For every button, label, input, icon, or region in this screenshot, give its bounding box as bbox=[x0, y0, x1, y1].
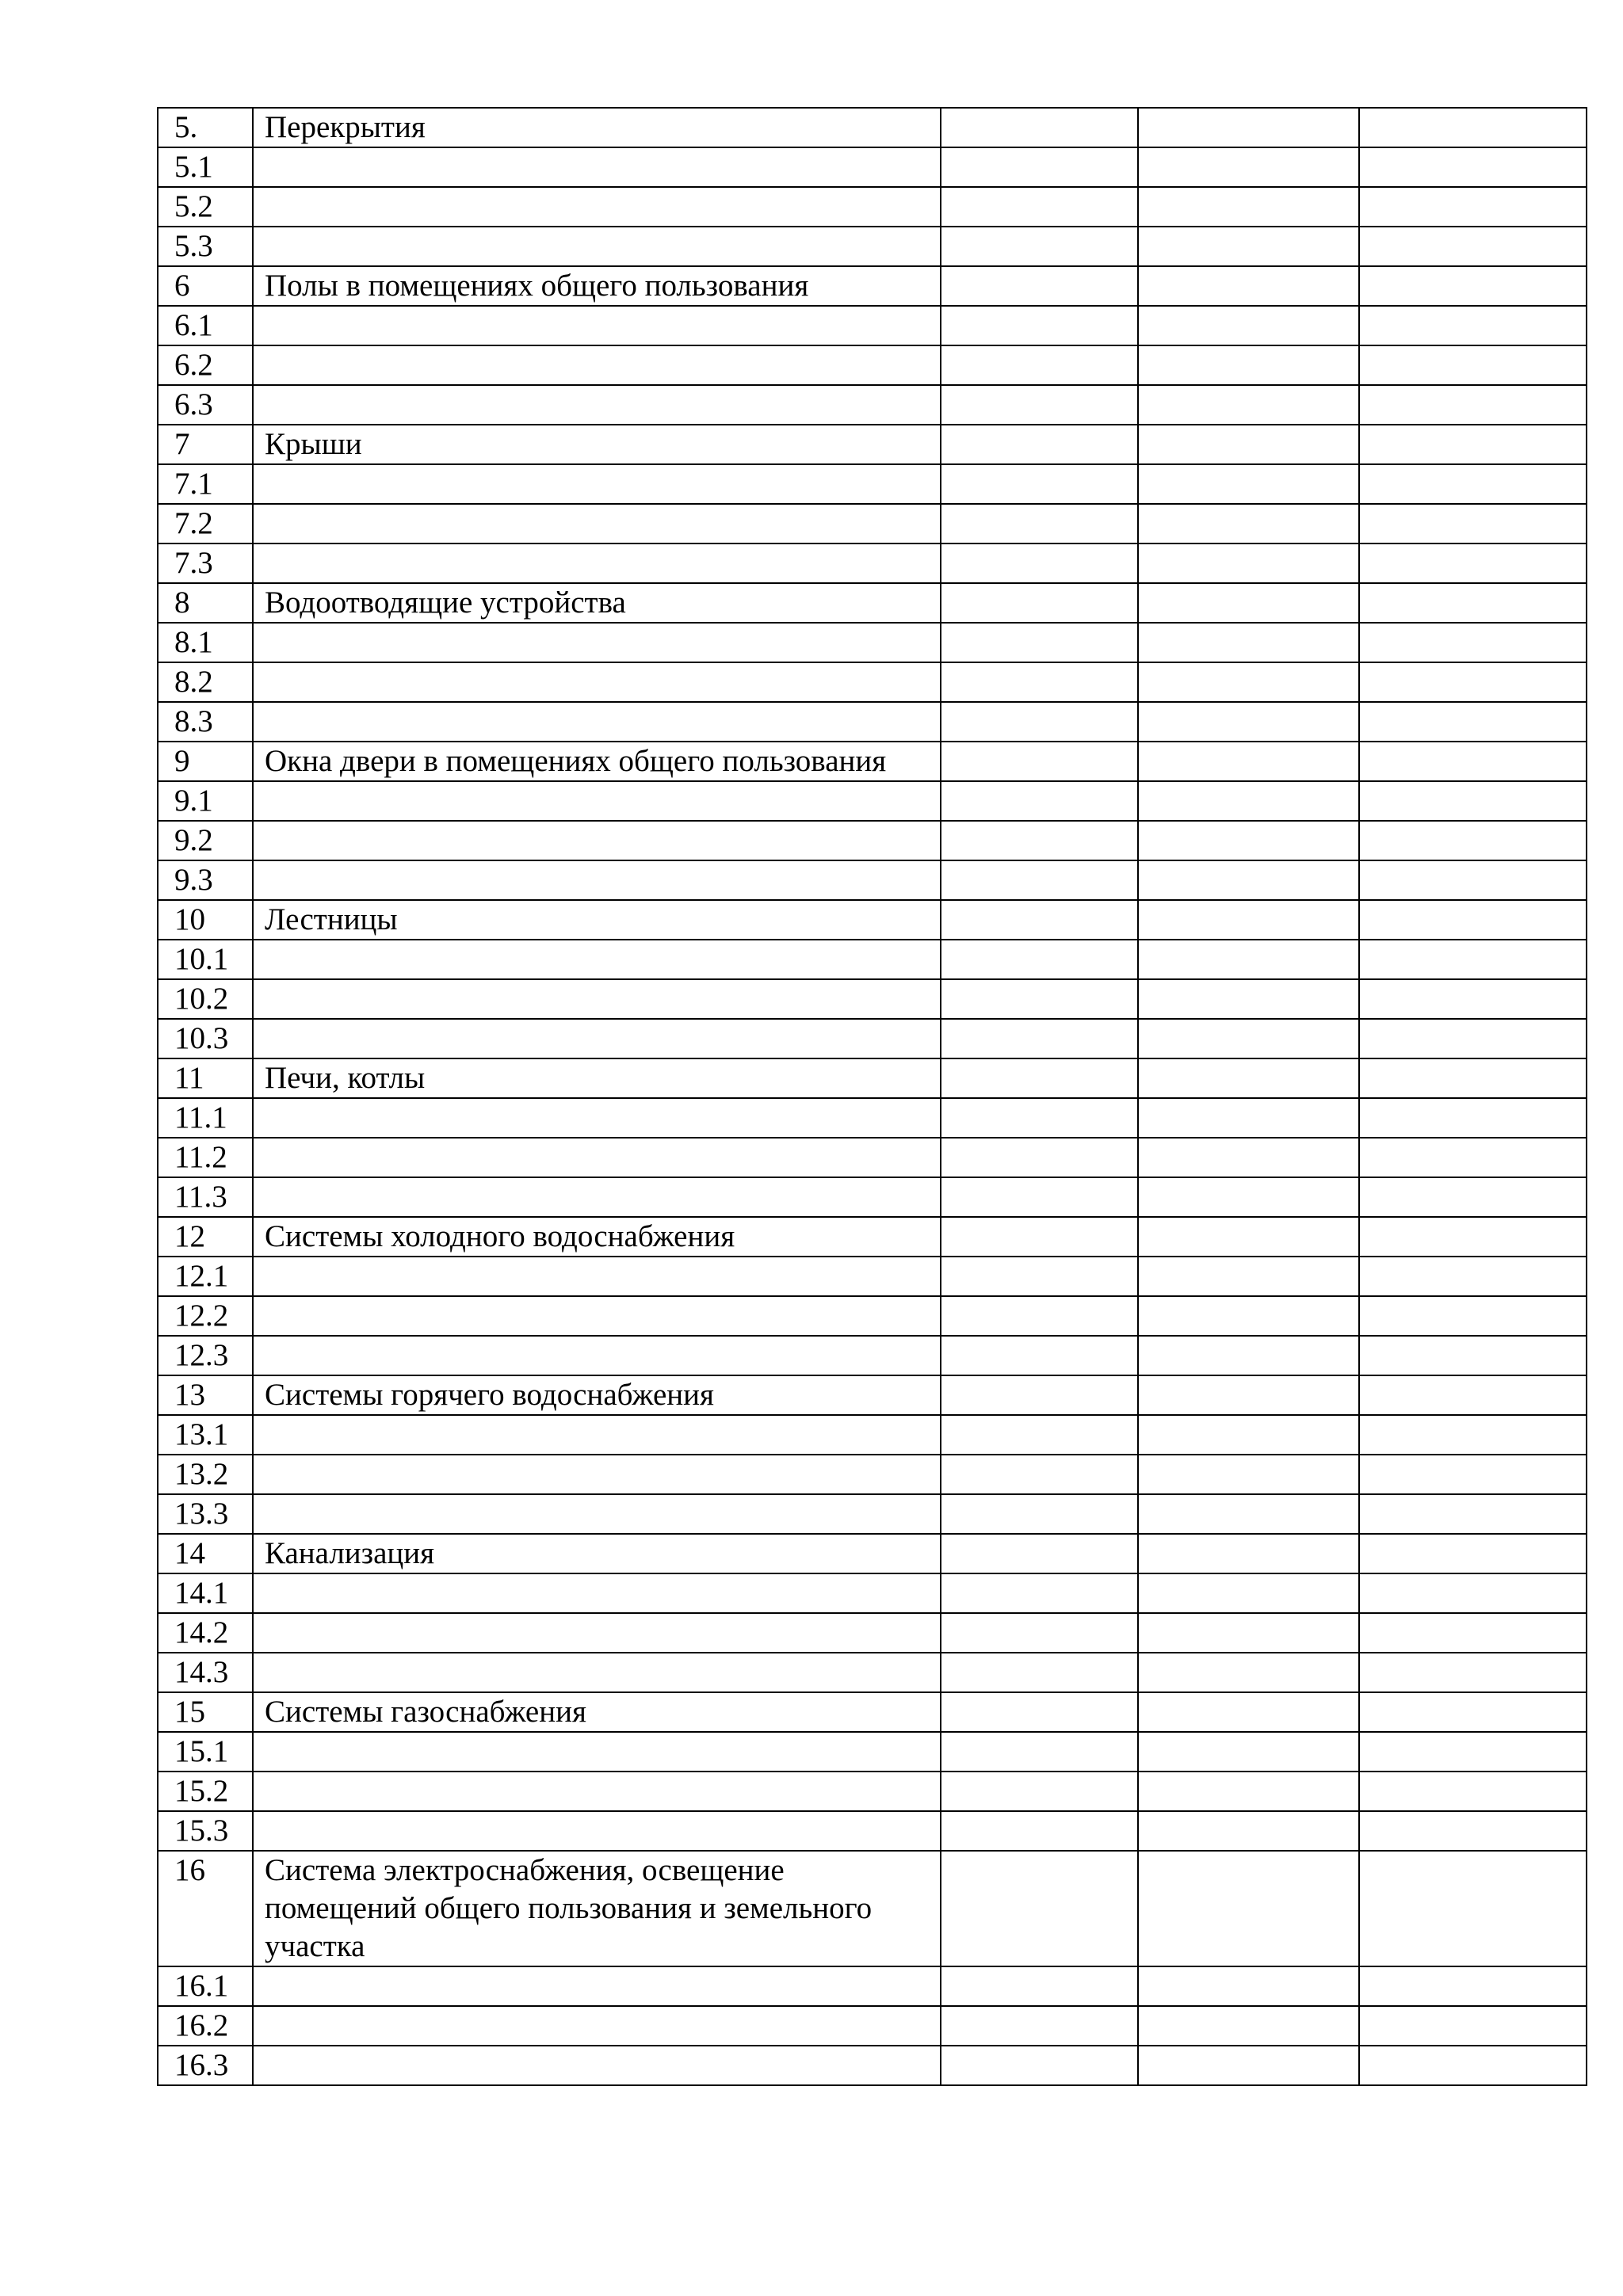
col-a-cell bbox=[941, 1138, 1138, 1177]
element-name-cell bbox=[253, 662, 941, 702]
col-c-cell bbox=[1359, 1772, 1587, 1811]
col-a-cell bbox=[941, 1811, 1138, 1851]
col-b-cell bbox=[1138, 662, 1359, 702]
col-b-cell bbox=[1138, 306, 1359, 345]
col-c-cell bbox=[1359, 979, 1587, 1019]
table-row bbox=[158, 1257, 1587, 1296]
table-row bbox=[158, 1613, 1587, 1653]
table-row bbox=[158, 187, 1587, 227]
col-a-cell bbox=[941, 1455, 1138, 1494]
row-number-cell: 10.2 bbox=[158, 979, 253, 1019]
element-name-cell bbox=[253, 821, 941, 860]
row-number-cell: 9.3 bbox=[158, 860, 253, 900]
row-number-cell: 5. bbox=[158, 108, 253, 147]
element-name-cell bbox=[253, 504, 941, 543]
element-name-cell bbox=[253, 2046, 941, 2085]
col-b-cell bbox=[1138, 543, 1359, 583]
col-a-cell bbox=[941, 227, 1138, 266]
table-row bbox=[158, 1217, 1587, 1257]
col-a-cell bbox=[941, 2006, 1138, 2046]
row-number-cell: 5.2 bbox=[158, 187, 253, 227]
inspection-table bbox=[157, 107, 1587, 2086]
row-number-cell: 5.1 bbox=[158, 147, 253, 187]
table-row bbox=[158, 1811, 1587, 1851]
col-a-cell bbox=[941, 345, 1138, 385]
col-b-cell bbox=[1138, 781, 1359, 821]
table-row bbox=[158, 781, 1587, 821]
col-b-cell bbox=[1138, 742, 1359, 781]
col-a-cell bbox=[941, 425, 1138, 464]
col-a-cell bbox=[941, 1692, 1138, 1732]
row-number-cell: 13.1 bbox=[158, 1415, 253, 1455]
element-name-cell: Система электроснабжения, освещение помещений общего пользования и земельного участка bbox=[253, 1851, 941, 1966]
col-b-cell bbox=[1138, 1494, 1359, 1534]
element-name-cell bbox=[253, 187, 941, 227]
row-number-cell: 15 bbox=[158, 1692, 253, 1732]
col-c-cell bbox=[1359, 1415, 1587, 1455]
table-row bbox=[158, 266, 1587, 306]
col-b-cell bbox=[1138, 2006, 1359, 2046]
col-c-cell bbox=[1359, 1336, 1587, 1375]
table-row bbox=[158, 385, 1587, 425]
col-a-cell bbox=[941, 1653, 1138, 1692]
col-b-cell bbox=[1138, 108, 1359, 147]
col-c-cell bbox=[1359, 1177, 1587, 1217]
col-b-cell bbox=[1138, 1534, 1359, 1573]
table-row bbox=[158, 1573, 1587, 1613]
row-number-cell: 10 bbox=[158, 900, 253, 940]
col-a-cell bbox=[941, 1494, 1138, 1534]
col-c-cell bbox=[1359, 108, 1587, 147]
col-a-cell bbox=[941, 662, 1138, 702]
col-c-cell bbox=[1359, 1534, 1587, 1573]
col-a-cell bbox=[941, 1058, 1138, 1098]
row-number-cell: 7.1 bbox=[158, 464, 253, 504]
col-c-cell bbox=[1359, 227, 1587, 266]
table-row bbox=[158, 1494, 1587, 1534]
col-b-cell bbox=[1138, 504, 1359, 543]
table-row bbox=[158, 345, 1587, 385]
element-name-cell bbox=[253, 147, 941, 187]
row-number-cell: 11.1 bbox=[158, 1098, 253, 1138]
col-c-cell bbox=[1359, 900, 1587, 940]
row-number-cell: 8.3 bbox=[158, 702, 253, 742]
col-a-cell bbox=[941, 1336, 1138, 1375]
row-number-cell: 13.3 bbox=[158, 1494, 253, 1534]
table-row bbox=[158, 1415, 1587, 1455]
element-name-cell: Системы газоснабжения bbox=[253, 1692, 941, 1732]
row-number-cell: 13.2 bbox=[158, 1455, 253, 1494]
col-c-cell bbox=[1359, 1573, 1587, 1613]
col-c-cell bbox=[1359, 1851, 1587, 1966]
col-c-cell bbox=[1359, 940, 1587, 979]
col-a-cell bbox=[941, 1098, 1138, 1138]
col-a-cell bbox=[941, 1732, 1138, 1772]
element-name-cell: Лестницы bbox=[253, 900, 941, 940]
col-b-cell bbox=[1138, 1851, 1359, 1966]
element-name-cell: Полы в помещениях общего пользования bbox=[253, 266, 941, 306]
col-a-cell bbox=[941, 583, 1138, 623]
col-b-cell bbox=[1138, 1573, 1359, 1613]
row-number-cell: 15.3 bbox=[158, 1811, 253, 1851]
row-number-cell: 15.2 bbox=[158, 1772, 253, 1811]
col-a-cell bbox=[941, 979, 1138, 1019]
col-b-cell bbox=[1138, 860, 1359, 900]
table-row bbox=[158, 1375, 1587, 1415]
col-c-cell bbox=[1359, 464, 1587, 504]
row-number-cell: 8.1 bbox=[158, 623, 253, 662]
row-number-cell: 7 bbox=[158, 425, 253, 464]
col-a-cell bbox=[941, 108, 1138, 147]
col-a-cell bbox=[941, 1613, 1138, 1653]
element-name-cell bbox=[253, 781, 941, 821]
row-number-cell: 5.3 bbox=[158, 227, 253, 266]
col-c-cell bbox=[1359, 1653, 1587, 1692]
col-b-cell bbox=[1138, 1296, 1359, 1336]
col-b-cell bbox=[1138, 900, 1359, 940]
element-name-cell bbox=[253, 979, 941, 1019]
col-b-cell bbox=[1138, 1613, 1359, 1653]
col-b-cell bbox=[1138, 1772, 1359, 1811]
row-number-cell: 16.2 bbox=[158, 2006, 253, 2046]
row-number-cell: 15.1 bbox=[158, 1732, 253, 1772]
col-c-cell bbox=[1359, 860, 1587, 900]
element-name-cell bbox=[253, 702, 941, 742]
col-a-cell bbox=[941, 266, 1138, 306]
col-c-cell bbox=[1359, 583, 1587, 623]
table-row bbox=[158, 900, 1587, 940]
element-name-cell bbox=[253, 1177, 941, 1217]
col-c-cell bbox=[1359, 504, 1587, 543]
row-number-cell: 12 bbox=[158, 1217, 253, 1257]
col-a-cell bbox=[941, 1296, 1138, 1336]
col-c-cell bbox=[1359, 1138, 1587, 1177]
col-a-cell bbox=[941, 900, 1138, 940]
table-row bbox=[158, 1966, 1587, 2006]
element-name-cell: Системы холодного водоснабжения bbox=[253, 1217, 941, 1257]
element-name-cell bbox=[253, 345, 941, 385]
row-number-cell: 11 bbox=[158, 1058, 253, 1098]
col-c-cell bbox=[1359, 345, 1587, 385]
col-b-cell bbox=[1138, 425, 1359, 464]
col-c-cell bbox=[1359, 147, 1587, 187]
element-name-cell bbox=[253, 1415, 941, 1455]
col-a-cell bbox=[941, 1019, 1138, 1058]
row-number-cell: 11.2 bbox=[158, 1138, 253, 1177]
row-number-cell: 14.2 bbox=[158, 1613, 253, 1653]
element-name-cell bbox=[253, 1138, 941, 1177]
col-c-cell bbox=[1359, 187, 1587, 227]
element-name-cell bbox=[253, 940, 941, 979]
col-c-cell bbox=[1359, 385, 1587, 425]
table-row bbox=[158, 860, 1587, 900]
element-name-cell: Перекрытия bbox=[253, 108, 941, 147]
col-b-cell bbox=[1138, 385, 1359, 425]
element-name-cell bbox=[253, 306, 941, 345]
col-b-cell bbox=[1138, 979, 1359, 1019]
table-row bbox=[158, 504, 1587, 543]
col-c-cell bbox=[1359, 1058, 1587, 1098]
col-b-cell bbox=[1138, 1811, 1359, 1851]
row-number-cell: 16 bbox=[158, 1851, 253, 1966]
element-name-cell bbox=[253, 543, 941, 583]
table-row bbox=[158, 583, 1587, 623]
col-b-cell bbox=[1138, 266, 1359, 306]
col-c-cell bbox=[1359, 1455, 1587, 1494]
col-a-cell bbox=[941, 1573, 1138, 1613]
col-b-cell bbox=[1138, 583, 1359, 623]
col-a-cell bbox=[941, 1772, 1138, 1811]
row-number-cell: 6 bbox=[158, 266, 253, 306]
col-a-cell bbox=[941, 1217, 1138, 1257]
element-name-cell bbox=[253, 1732, 941, 1772]
col-c-cell bbox=[1359, 1019, 1587, 1058]
table-row bbox=[158, 940, 1587, 979]
table-row bbox=[158, 1455, 1587, 1494]
col-c-cell bbox=[1359, 781, 1587, 821]
col-b-cell bbox=[1138, 623, 1359, 662]
table-row bbox=[158, 662, 1587, 702]
row-number-cell: 14 bbox=[158, 1534, 253, 1573]
table-row bbox=[158, 1653, 1587, 1692]
col-a-cell bbox=[941, 1375, 1138, 1415]
col-a-cell bbox=[941, 623, 1138, 662]
col-b-cell bbox=[1138, 1098, 1359, 1138]
row-number-cell: 6.1 bbox=[158, 306, 253, 345]
row-number-cell: 16.1 bbox=[158, 1966, 253, 2006]
table-row bbox=[158, 1019, 1587, 1058]
col-a-cell bbox=[941, 1257, 1138, 1296]
col-b-cell bbox=[1138, 227, 1359, 266]
col-b-cell bbox=[1138, 1966, 1359, 2006]
element-name-cell bbox=[253, 1494, 941, 1534]
table-row bbox=[158, 2046, 1587, 2085]
col-c-cell bbox=[1359, 821, 1587, 860]
col-a-cell bbox=[941, 1177, 1138, 1217]
element-name-cell bbox=[253, 860, 941, 900]
row-number-cell: 6.3 bbox=[158, 385, 253, 425]
element-name-cell: Системы горячего водоснабжения bbox=[253, 1375, 941, 1415]
table-row bbox=[158, 702, 1587, 742]
col-a-cell bbox=[941, 1966, 1138, 2006]
col-c-cell bbox=[1359, 2006, 1587, 2046]
table-row bbox=[158, 821, 1587, 860]
element-name-cell: Окна двери в помещениях общего пользования bbox=[253, 742, 941, 781]
row-number-cell: 12.1 bbox=[158, 1257, 253, 1296]
table-row bbox=[158, 1692, 1587, 1732]
col-c-cell bbox=[1359, 702, 1587, 742]
col-a-cell bbox=[941, 464, 1138, 504]
row-number-cell: 9 bbox=[158, 742, 253, 781]
row-number-cell: 16.3 bbox=[158, 2046, 253, 2085]
col-c-cell bbox=[1359, 1375, 1587, 1415]
row-number-cell: 8 bbox=[158, 583, 253, 623]
col-b-cell bbox=[1138, 1653, 1359, 1692]
col-b-cell bbox=[1138, 1415, 1359, 1455]
col-a-cell bbox=[941, 385, 1138, 425]
row-number-cell: 14.1 bbox=[158, 1573, 253, 1613]
table-row bbox=[158, 742, 1587, 781]
col-b-cell bbox=[1138, 1058, 1359, 1098]
col-a-cell bbox=[941, 1415, 1138, 1455]
col-b-cell bbox=[1138, 1138, 1359, 1177]
col-c-cell bbox=[1359, 266, 1587, 306]
col-a-cell bbox=[941, 860, 1138, 900]
element-name-cell bbox=[253, 1296, 941, 1336]
table-row bbox=[158, 1851, 1587, 1966]
table-row bbox=[158, 1534, 1587, 1573]
table-row bbox=[158, 306, 1587, 345]
col-a-cell bbox=[941, 781, 1138, 821]
table-row bbox=[158, 1732, 1587, 1772]
row-number-cell: 12.2 bbox=[158, 1296, 253, 1336]
col-c-cell bbox=[1359, 1966, 1587, 2006]
element-name-cell: Печи, котлы bbox=[253, 1058, 941, 1098]
col-b-cell bbox=[1138, 345, 1359, 385]
row-number-cell: 10.3 bbox=[158, 1019, 253, 1058]
col-a-cell bbox=[941, 940, 1138, 979]
col-a-cell bbox=[941, 1534, 1138, 1573]
col-b-cell bbox=[1138, 1455, 1359, 1494]
table-row bbox=[158, 1336, 1587, 1375]
col-c-cell bbox=[1359, 1811, 1587, 1851]
col-a-cell bbox=[941, 187, 1138, 227]
element-name-cell bbox=[253, 1019, 941, 1058]
row-number-cell: 9.2 bbox=[158, 821, 253, 860]
element-name-cell bbox=[253, 1966, 941, 2006]
element-name-cell bbox=[253, 1811, 941, 1851]
element-name-cell bbox=[253, 2006, 941, 2046]
element-name-cell bbox=[253, 1336, 941, 1375]
col-b-cell bbox=[1138, 187, 1359, 227]
element-name-cell: Канализация bbox=[253, 1534, 941, 1573]
col-b-cell bbox=[1138, 1732, 1359, 1772]
element-name-cell bbox=[253, 1098, 941, 1138]
row-number-cell: 10.1 bbox=[158, 940, 253, 979]
element-name-cell bbox=[253, 623, 941, 662]
col-a-cell bbox=[941, 147, 1138, 187]
row-number-cell: 13 bbox=[158, 1375, 253, 1415]
table-row bbox=[158, 425, 1587, 464]
table-row bbox=[158, 1138, 1587, 1177]
table-row bbox=[158, 147, 1587, 187]
table-row bbox=[158, 464, 1587, 504]
col-a-cell bbox=[941, 504, 1138, 543]
col-b-cell bbox=[1138, 1177, 1359, 1217]
element-name-cell bbox=[253, 1613, 941, 1653]
table-body bbox=[158, 108, 1587, 2085]
element-name-cell bbox=[253, 464, 941, 504]
col-c-cell bbox=[1359, 1613, 1587, 1653]
table-row bbox=[158, 108, 1587, 147]
col-a-cell bbox=[941, 543, 1138, 583]
col-c-cell bbox=[1359, 306, 1587, 345]
row-number-cell: 14.3 bbox=[158, 1653, 253, 1692]
row-number-cell: 6.2 bbox=[158, 345, 253, 385]
col-a-cell bbox=[941, 702, 1138, 742]
col-a-cell bbox=[941, 2046, 1138, 2085]
col-c-cell bbox=[1359, 742, 1587, 781]
col-b-cell bbox=[1138, 1217, 1359, 1257]
col-b-cell bbox=[1138, 1692, 1359, 1732]
col-c-cell bbox=[1359, 1494, 1587, 1534]
col-c-cell bbox=[1359, 1732, 1587, 1772]
table-row bbox=[158, 1058, 1587, 1098]
col-b-cell bbox=[1138, 147, 1359, 187]
table-row bbox=[158, 1296, 1587, 1336]
row-number-cell: 7.2 bbox=[158, 504, 253, 543]
col-c-cell bbox=[1359, 1692, 1587, 1732]
table-row bbox=[158, 1772, 1587, 1811]
element-name-cell: Крыши bbox=[253, 425, 941, 464]
col-c-cell bbox=[1359, 1217, 1587, 1257]
col-c-cell bbox=[1359, 425, 1587, 464]
col-b-cell bbox=[1138, 940, 1359, 979]
col-b-cell bbox=[1138, 1375, 1359, 1415]
element-name-cell bbox=[253, 1257, 941, 1296]
col-a-cell bbox=[941, 306, 1138, 345]
col-c-cell bbox=[1359, 543, 1587, 583]
table-row bbox=[158, 1177, 1587, 1217]
col-b-cell bbox=[1138, 464, 1359, 504]
col-c-cell bbox=[1359, 1257, 1587, 1296]
col-c-cell bbox=[1359, 662, 1587, 702]
element-name-cell bbox=[253, 1455, 941, 1494]
col-c-cell bbox=[1359, 1296, 1587, 1336]
table-row bbox=[158, 1098, 1587, 1138]
row-number-cell: 7.3 bbox=[158, 543, 253, 583]
element-name-cell: Водоотводящие устройства bbox=[253, 583, 941, 623]
col-b-cell bbox=[1138, 702, 1359, 742]
row-number-cell: 11.3 bbox=[158, 1177, 253, 1217]
col-b-cell bbox=[1138, 2046, 1359, 2085]
col-b-cell bbox=[1138, 1336, 1359, 1375]
table-row bbox=[158, 623, 1587, 662]
row-number-cell: 12.3 bbox=[158, 1336, 253, 1375]
col-c-cell bbox=[1359, 623, 1587, 662]
table-row bbox=[158, 2006, 1587, 2046]
row-number-cell: 9.1 bbox=[158, 781, 253, 821]
element-name-cell bbox=[253, 1772, 941, 1811]
col-a-cell bbox=[941, 742, 1138, 781]
element-name-cell bbox=[253, 227, 941, 266]
col-c-cell bbox=[1359, 2046, 1587, 2085]
element-name-cell bbox=[253, 1573, 941, 1613]
col-b-cell bbox=[1138, 1019, 1359, 1058]
table-row bbox=[158, 979, 1587, 1019]
row-number-cell: 8.2 bbox=[158, 662, 253, 702]
element-name-cell bbox=[253, 1653, 941, 1692]
col-a-cell bbox=[941, 1851, 1138, 1966]
col-b-cell bbox=[1138, 821, 1359, 860]
col-b-cell bbox=[1138, 1257, 1359, 1296]
col-a-cell bbox=[941, 821, 1138, 860]
element-name-cell bbox=[253, 385, 941, 425]
table-row bbox=[158, 543, 1587, 583]
table-row bbox=[158, 227, 1587, 266]
col-c-cell bbox=[1359, 1098, 1587, 1138]
